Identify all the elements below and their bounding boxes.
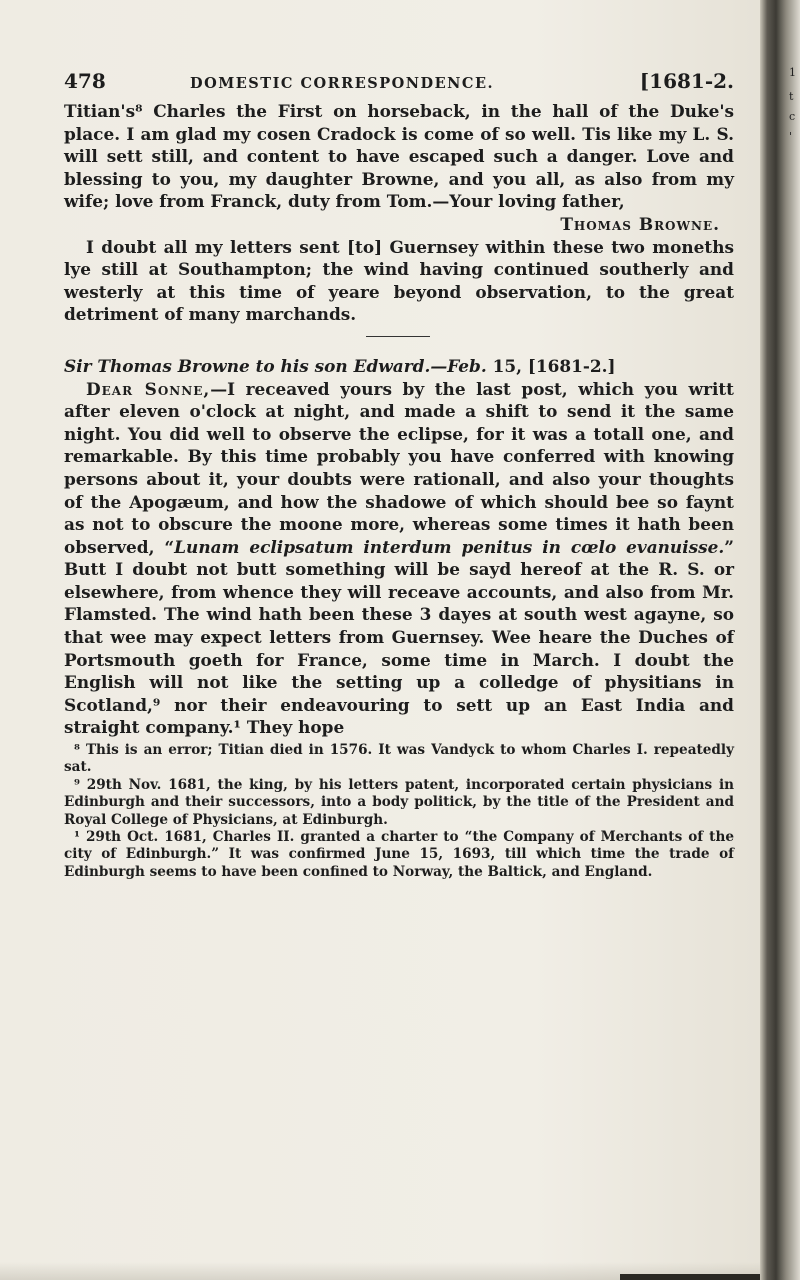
spine-letter: c: [789, 110, 796, 123]
letter-heading-title: Sir Thomas Browne to his son Edward.—Feb.: [64, 355, 487, 376]
header-year: [1681-2.: [639, 69, 734, 93]
page-bottom-edge: [620, 1274, 760, 1280]
latin-quote: Lunam eclipsatum interdum penitus in cœlo evanuisse.: [174, 536, 725, 557]
running-head: DOMESTIC CORRESPONDENCE.: [190, 75, 495, 92]
page-content: [64, 70, 734, 881]
footnote-1: ¹ 29th Oct. 1681, Charles II. granted a charter to “the Company of Merchants of the city of Edinburgh.” It was confirmed June 15, 1693, till which time the trade of Edinburgh seems to have been confined to Norway, the Baltick, and England.: [64, 829, 734, 880]
footnotes: [64, 742, 734, 881]
signature: Thomas Browne.: [560, 213, 720, 234]
footnote-9: ⁹ 29th Nov. 1681, the king, by his letters patent, incorporated certain physicians in Edinburgh and their successors, into a body politick, by the title of the President and Royal College of Physicians, at Edinburgh.: [64, 776, 734, 828]
section-divider: [366, 336, 430, 337]
letter-body-text: —I receaved yours by the last post, which you writt after eleven o'clock at night, and made a shift to send it the same night. You did well to observe the eclipse, for it was a totall one, and remarkable. By this time probably you have conferred with knowing persons about it, your doubts were rationall, and also your thoughts of the Apogæum, and how the shadowe of which should bee so faynt as not to obscure the moone more, whereas some times it hath been observed, “: [64, 378, 734, 557]
letter-heading: [64, 355, 734, 378]
letter-body: [64, 378, 734, 740]
letter-heading-date: 15, [1681-2.]: [486, 355, 616, 376]
spine-letter: ': [789, 130, 793, 143]
spine-letter: t: [789, 90, 794, 103]
footnote-8: ⁸ This is an error; Titian died in 1576. It was Vandyck to whom Charles I. repeatedly sat.: [64, 742, 734, 776]
letter-paragraph-1: Titian's⁸ Charles the First on horseback, in the hall of the Duke's place. I am glad my cosen Cradock is come of so well. Tis like my L. S. will sett still, and content to have escaped such a danger. Love and blessing to you, my daughter Browne, and you all, as also from my wife; love from Franck, duty from Tom.—Your loving father,: [64, 101, 734, 212]
letter-body-text-2: ” Butt I doubt not butt something will be sayd hereof at the R. S. or elsewhere, from whence they will receave accounts, and also from Mr. Flamsted. The wind hath been these 3 dayes at south west agayne, so that wee may expect letters from Guernsey. Wee heare the Duches of Portsmouth goeth for France, some time in March. I doubt the English will not like the setting up a colledge of physitians in Scotland,⁹ nor their endeavouring to sett up an East India and straight company.¹ They hope: [64, 536, 734, 738]
spine-letter: 1: [789, 66, 796, 79]
letter-paragraph-2: I doubt all my letters sent [to] Guernsey within these two moneths lye still at Southampton; the wind having continued southerly and westerly at this time of yeare beyond observation, to the great detriment of many marchands.: [64, 236, 734, 325]
book-spine-gutter: [760, 0, 800, 1280]
salutation: Dear Sonne,: [86, 378, 211, 399]
page-header: [64, 70, 734, 98]
page-number: 478: [64, 69, 106, 93]
